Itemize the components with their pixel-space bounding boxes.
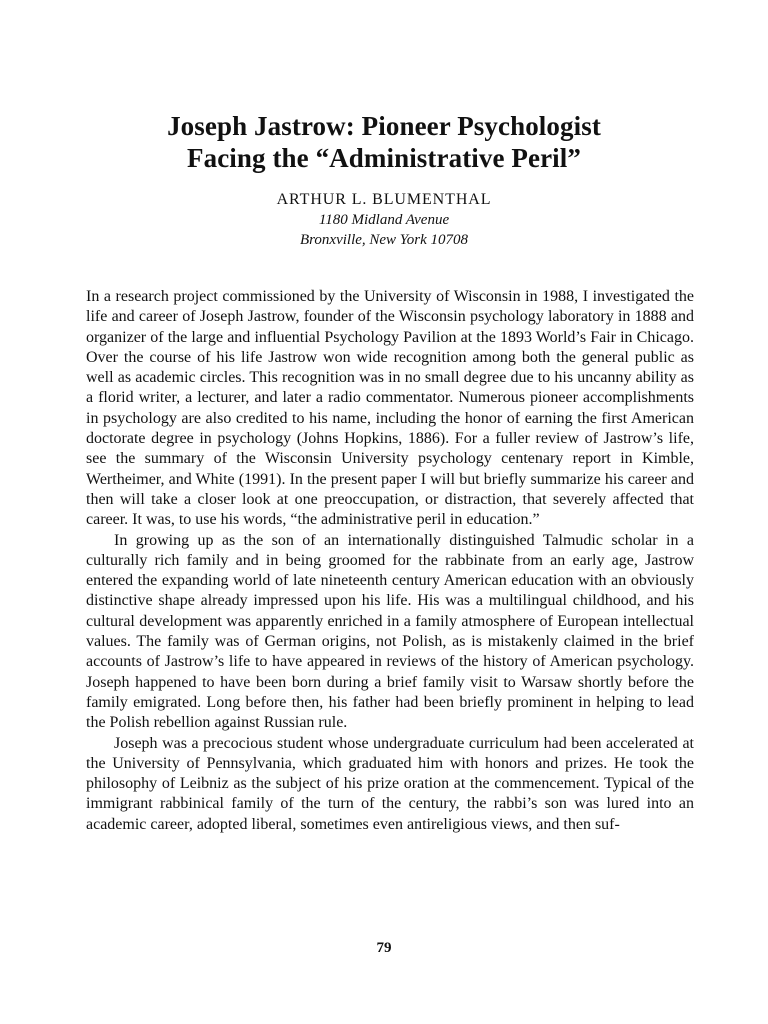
- article-body: [86, 287, 694, 835]
- page-number: 79: [376, 940, 392, 956]
- author-address-city: Bronxville, New York 10708: [299, 232, 469, 248]
- paragraph-3: Joseph was a precocious student whose undergraduate curriculum had been accelerated at the University of Pennsylvania, which graduated him with honors and prizes. He took the philosophy of Leibniz as the subject of his prize oration at the commencement. Typical of the immigrant rabbinical family of the turn of the century, the rabbi’s son was lured into an academic career, adopted liberal, sometimes even antireligious views, and then suf-: [86, 734, 694, 833]
- article-title-line-2: Facing the “Administrative Peril”: [187, 143, 581, 173]
- paragraph-2: In growing up as the son of an internationally distinguished Talmudic scholar in a culturally rich family and in being groomed for the rabbinate from an early age, Jastrow entered the expanding world of late nineteenth century American education with an obviously distinctive shape already impressed upon his life. His was a multilingual childhood, and his cultural development was apparently enriched in a family atmosphere of European intellectual values. The family was of German origins, not Polish, as is mistakenly claimed in the brief accounts of Jastrow’s life to have appeared in reviews of the history of American psychology. Joseph happened to have been born during a brief family visit to Warsaw shortly before the family emigrated. Long before then, his father had been briefly prominent in helping to lead the Polish rebellion against Russian rule.: [86, 531, 694, 732]
- article-title-line-1: Joseph Jastrow: Pioneer Psychologist: [167, 111, 601, 141]
- author-name: ARTHUR L. BLUMENTHAL: [276, 191, 492, 208]
- paragraph-1: In a research project commissioned by the University of Wisconsin in 1988, I investigated the life and career of Joseph Jastrow, founder of the Wisconsin psychology laboratory in 1888 and organizer of the large and influential Psychology Pavilion at the 1893 World’s Fair in Chicago. Over the course of his life Jastrow won wide recognition among both the general public as well as academic circles. This recognition was in no small degree due to his uncanny ability as a florid writer, a lecturer, and later a radio commentator. Numerous pioneer accomplishments in psychology are also credited to his name, including the honor of earning the first American doctorate degree in psychology (Johns Hopkins, 1886). For a fuller review of Jastrow’s life, see the summary of the Wisconsin University psychology centenary report in Kimble, Wertheimer, and White (1991). In the present paper I will but briefly summarize his career and then will take a closer look at one preoccupation, or distraction, that severely affected that career. It was, to use his words, “the administrative peril in education.”: [86, 288, 694, 529]
- author-address-street: 1180 Midland Avenue: [318, 212, 450, 228]
